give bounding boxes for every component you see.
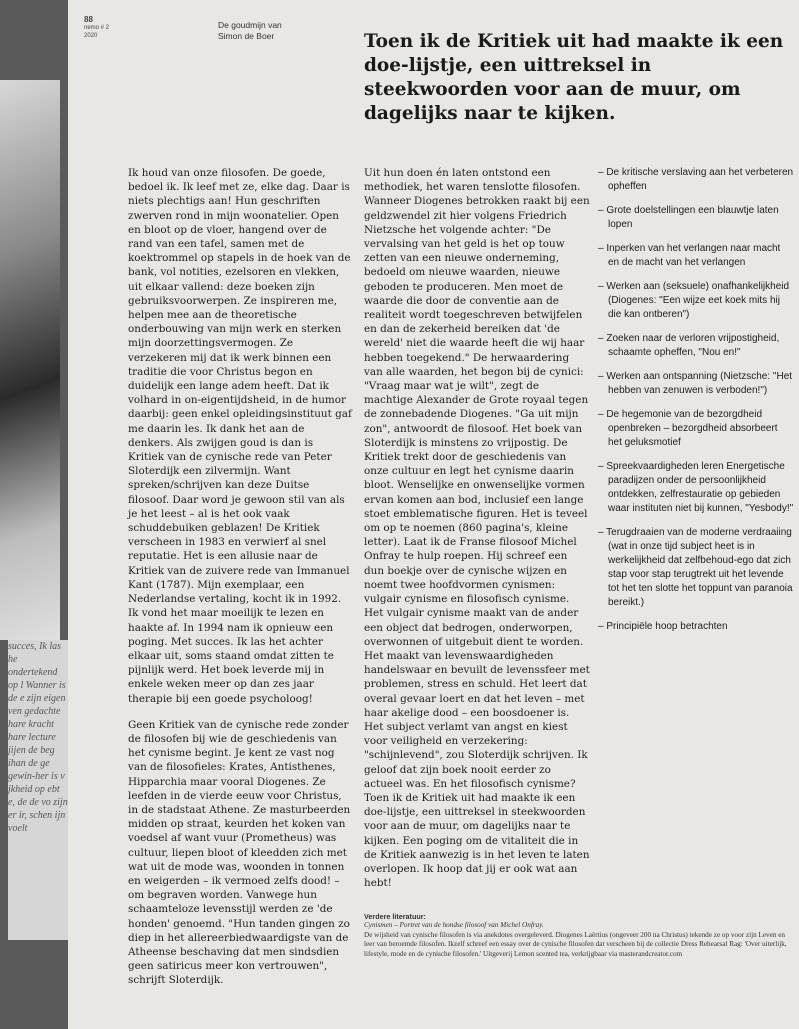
- body-column-2: [364, 166, 590, 902]
- running-author: Simon de Boer: [218, 31, 275, 41]
- adjacent-page-scrap-text: succes, Ik las he ondertekend op l Wanner is de e zijn eigen ven gedachte hare kracht hare lecture jijen de beg ihan de ge gewin-her is v jkheid op ebt e, de de vo zijn er ir, schen ijn voelt: [8, 640, 68, 940]
- paragraph: Geen Kritiek van de cynische rede zonder de filosofen bij wie de geschiedenis van het cynisme begint. Je kent ze vast nog van de filosofieles: Krates, Antisthenes, Hipparchia maar vooral Diogenes. Ze leefden in de vierde eeuw voor Christus, in de stadstaat Athene. Ze masturbeerden midden op straat, keurden het koken van voedsel af want vuur (Prometheus) was cultuur, liepen bloot of kleedden zich met wat uit de mode was, woonden in tonnen en weigerden – ik vermoed zelfs dood! – om begraven worden. Vanwege hun schaamteloze levensstijl werden ze 'de honden' genoemd. "Hun tanden gingen zo diep in het allereerbiedwaardigste van de Atheense beschaving dat men sindsdien geen satiricus meer kon vertrouwen", schrijft Sloterdijk.: [128, 718, 351, 987]
- list-item: – Werken aan (seksuele) onafhankelijkheid (Diogenes: "Een wijze eet koek mits hij die kan ontberen"): [598, 281, 790, 320]
- running-header: [218, 20, 282, 42]
- list-item: – Inperken van het verlangen naar macht en de macht van het verlangen: [598, 243, 781, 268]
- list-item: – Spreekvaardigheden leren Energetische paradijzen onder de persoonlijkheid ontdekken, zelfrestauratie op gebieden waar instituten niet bij kunnen, "Yesbody!": [598, 461, 794, 514]
- issue-year: 2020: [84, 33, 98, 39]
- issue-label: nemo # 2: [84, 25, 110, 31]
- page-folio: [84, 16, 109, 40]
- list-item: – De kritische verslaving aan het verbeteren opheffen: [598, 167, 794, 192]
- pull-quote: Toen ik de Kritiek uit had maakte ik een doe-lijstje, een uittreksel in steekwoorden voor aan de muur, om dagelijks naar te kijken.: [364, 31, 784, 124]
- page-number: 88: [84, 15, 93, 24]
- magazine-page: [68, 0, 799, 1029]
- todo-list: [598, 166, 794, 644]
- adjacent-page: [0, 0, 70, 1029]
- further-reading: [364, 912, 794, 959]
- paragraph: Uit hun doen én laten ontstond een methodiek, het waren tenslotte filosofen. Wanneer Diogenes betrokken raakt bij een geldzwendel zit hier volgens Friedrich Nietzsche het volgende achter: "De vervalsing van het geld is het op touw zetten van een nieuwe onderneming, bedoeld om nieuwe waarden, nieuwe geboden te produceren. Men moet de waarde die door de conventie aan de realiteit wordt toegeschreven betwijfelen en dan de zekerheid bereiken dat 'de wereld' niet die waarde heeft die wij haar hebben toegekend." De herwaardering van alle waarden, het begon bij de cynici: "Vraag maar wat je wilt", zegt de machtige Alexander de Grote royaal tegen de zonnebadende Diogenes. "Ga uit mijn zon", antwoordt de filosoof. Het boek van Sloterdijk is minstens zo vrijpostig. De Kritiek trekt door de geschiedenis van onze cultuur en legt het cynisme daarin bloot. Wenselijke en onwenselijke vormen ervan komen aan bod, inclusief een lange stoet emblematische figuren. Het is teveel om op te noemen (860 pagina's, kleine letter). Laat ik de Franse filosoof Michel Onfray te hulp roepen. Hij schreef een dun boekje over de cynische wijzen en noemt twee hoofdvormen cynismen: vulgair cynisme en filosofisch cynisme. Het vulgair cynisme maakt van de ander een object dat bedrogen, onderworpen, overwonnen of uitgebuit dient te worden. Het maakt van levenswaardigheden handelswaar en bevuilt de levenssfeer met problemen, stress en schuld. Het leert dat overal gevaar loert en dat het leven – met haar akelige dood – een boosdoener is. Het subject verlamt van angst en kiest voor veiligheid en verzekering: "schijnlevend", zou Sloterdijk schrijven. Ik geloof dat zijn boek nooit eerder zo actueel was. En het filosofisch cynisme? Toen ik de Kritiek uit had maakte ik een doe-lijstje, een uittreksel in steekwoorden voor aan de muur, om dagelijks naar te kijken. Een poging om de vitaliteit die in de Kritiek aanwezig is in het leven te laten overlopen. Ik hoop dat jij er ook wat aan hebt!: [364, 167, 590, 890]
- list-item: – Principiële hoop betrachten: [598, 621, 728, 632]
- further-reading-note: De wijsheid van cynische filosofen is via anekdotes overgeleverd. Diogenes Laërtius (ongeveer 200 na Christus) tekende ze op voor zijn Leven en leer van beroemde filosofen. Ikzelf schreef een essay over de cynische filosofen dat verscheen bij de collectie Dress Rehearsal Rag: 'Over uiterlijk, lifestyle, mode en de cynische filosofen.' Uitgeverij Lemon scented tea, verkrijgbaar via masterandcreator.com: [364, 930, 787, 958]
- list-item: – De hegemonie van de bezorgdheid openbreken – bezorgdheid absorbeert het geluksmotief: [598, 409, 778, 448]
- list-item: – Grote doelstellingen een blauwtje laten lopen: [598, 205, 779, 230]
- list-item: – Werken aan ontspanning (Nietzsche: "Het hebben van zenuwen is verboden!"): [598, 371, 793, 396]
- paragraph: Ik houd van onze filosofen. De goede, bedoel ik. Ik leef met ze, elke dag. Daar is niets plechtigs aan! Hun geschriften zwerven rond in mijn woonatelier. Open en bloot op de vloer, hangend over de rand van een tafel, samen met de koektrommel op stapels in de hoek van de bank, vol notities, ezelsoren en vlekken, uit elkaar vallend: deze boeken zijn gebruiksvoorwerpen. Ze inspireren me, helpen mee aan de theoretische onderbouwing van mijn werk en sterken mijn doorzettingsvermogen. Ze verzekeren mij dat ik werk binnen een traditie die voor Christus begon en duidelijk een lange adem heeft. Dat ik volhard in on-eigentijdsheid, in de humor daarbij: geen enkel opleidingsinstituut gaf me daarin les. Ik dank het aan de denkers. Als zwijgen goud is dan is Kritiek van de cynische rede van Peter Sloterdijk een zilvermijn. Want spreken/schrijven kan deze Duitse filosoof. Daar word je gewoon stil van als je het leest – al is het ook vaak schuddebuiken geblazen! De Kritiek verscheen in 1983 en verwierf al snel reputatie. Het is een allusie naar de Kritiek van de zuivere rede van Immanuel Kant (1787). Mijn exemplaar, een Nederlandse vertaling, kocht ik in 1992. Ik vond het maar moeilijk te lezen en haakte af. In 1994 nam ik opnieuw een poging. Met succes. Ik las het achter elkaar uit, soms staand omdat zitten te pijnlijk werd. Het boek leverde mij in enkele weken meer op dan zes jaar therapie bij een goede psycholoog!: [128, 167, 352, 705]
- further-reading-heading: Verdere literatuur:: [364, 912, 426, 921]
- running-title: De goudmijn van: [218, 20, 282, 30]
- adjacent-page-photo: [0, 80, 60, 640]
- body-column-1: [128, 166, 352, 1000]
- further-reading-work: Cynismen – Portret van de hondse filosoof van Michel Onfray.: [364, 921, 544, 930]
- list-item: – Zoeken naar de verloren vrijpostigheid, schaamte opheffen, "Nou en!": [598, 333, 780, 358]
- list-item: – Terugdraaien van de moderne verdraaiing (wat in onze tijd subject heet is in werkelijkheid dat zelfbehoud-ego dat zich stap voor stap terugtrekt uit het levende tot het ten slotte het toppunt van paranoia bereikt.): [598, 527, 793, 608]
